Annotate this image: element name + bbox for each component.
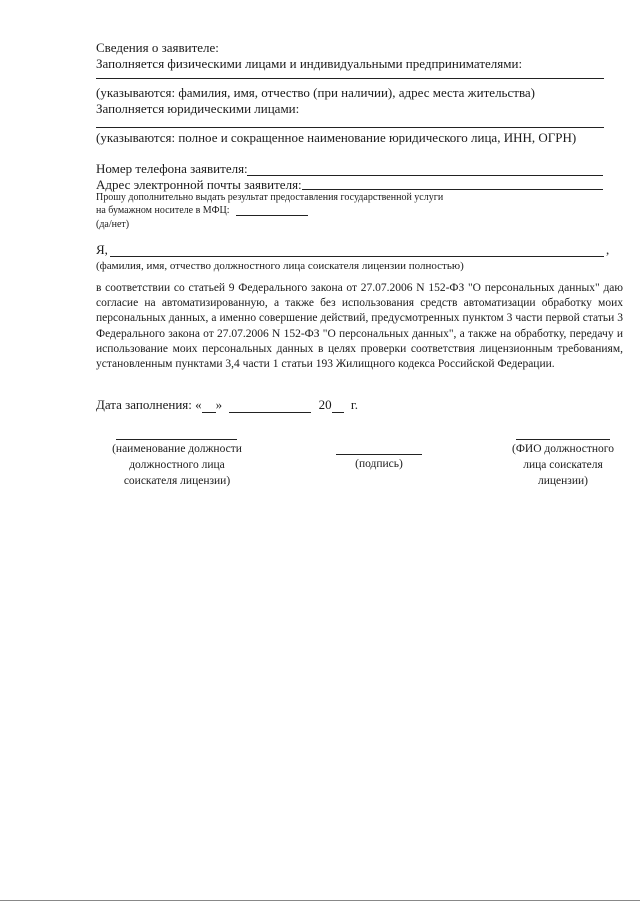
legal-hint: (указываются: полное и сокращенное наименование юридического лица, ИНН, ОГРН) xyxy=(96,130,577,145)
legal-input-line[interactable] xyxy=(96,127,604,128)
page-bottom-rule xyxy=(0,900,640,901)
date-year-input[interactable] xyxy=(332,397,344,413)
signature-hint: (подпись) xyxy=(355,458,403,470)
consent-paragraph: в соответствии со статьей 9 Федерального закона от 27.07.2006 N 152-ФЗ "О персональных данных" даю согласие на автоматизированную, а также без использования средств автоматизации обработку моих персональных данных, а именно совершение действий, предусмотренных пунктом 3 части первой статьи 3 Федерального закона от 27.07.2006 N 152-ФЗ "О персональных данных", а также на обработку, передачу и использование моих персональных данных в целях проверки соответствия лицензионным требованиям, установленным пунктами 3,4 части 1 статьи 193 Жилищного кодекса Российской Федерации. xyxy=(96,282,623,371)
signature-input-line[interactable] xyxy=(336,454,422,455)
individuals-input-line[interactable] xyxy=(96,78,604,79)
paper-request-input-line[interactable] xyxy=(236,215,308,216)
email-input-line[interactable] xyxy=(302,189,603,190)
consent-trailing-comma: , xyxy=(606,242,610,257)
consent-name-hint: (фамилия, имя, отчество должностного лица соискателя лицензии полностью) xyxy=(96,260,464,272)
fio-hint: (ФИО должностного лица соискателя лицензии) xyxy=(512,443,614,487)
date-close-quote: » xyxy=(215,397,223,412)
paper-request-hint: (да/нет) xyxy=(96,219,130,230)
consent-i-label: Я, xyxy=(96,242,108,257)
fio-input-line[interactable] xyxy=(516,439,610,440)
individuals-hint: (указываются: фамилия, имя, отчество (при наличии), адрес места жительства) xyxy=(96,85,536,100)
date-month-input[interactable] xyxy=(229,397,311,413)
email-label: Адрес электронной почты заявителя: xyxy=(96,177,302,192)
phone-label: Номер телефона заявителя: xyxy=(96,161,248,176)
applicant-heading: Сведения о заявителе: xyxy=(96,40,219,55)
phone-input-line[interactable] xyxy=(247,175,603,176)
consent-name-input-line[interactable] xyxy=(110,256,604,257)
legal-title: Заполняется юридическими лицами: xyxy=(96,101,300,116)
date-day-input[interactable] xyxy=(202,397,216,413)
date-year-prefix: 20 xyxy=(318,397,332,412)
position-input-line[interactable] xyxy=(116,439,237,440)
date-label: Дата заполнения: « xyxy=(96,397,202,412)
paper-request-line2: на бумажном носителе в МФЦ: xyxy=(96,205,230,216)
individuals-title: Заполняется физическими лицами и индивидуальными предпринимателями: xyxy=(96,56,523,71)
date-year-suffix: г. xyxy=(350,397,359,412)
date-row xyxy=(96,397,358,413)
paper-request-line1: Прошу дополнительно выдать результат предоставления государственной услуги xyxy=(96,192,444,203)
position-hint: (наименование должности должностного лица соискателя лицензии) xyxy=(112,443,242,487)
